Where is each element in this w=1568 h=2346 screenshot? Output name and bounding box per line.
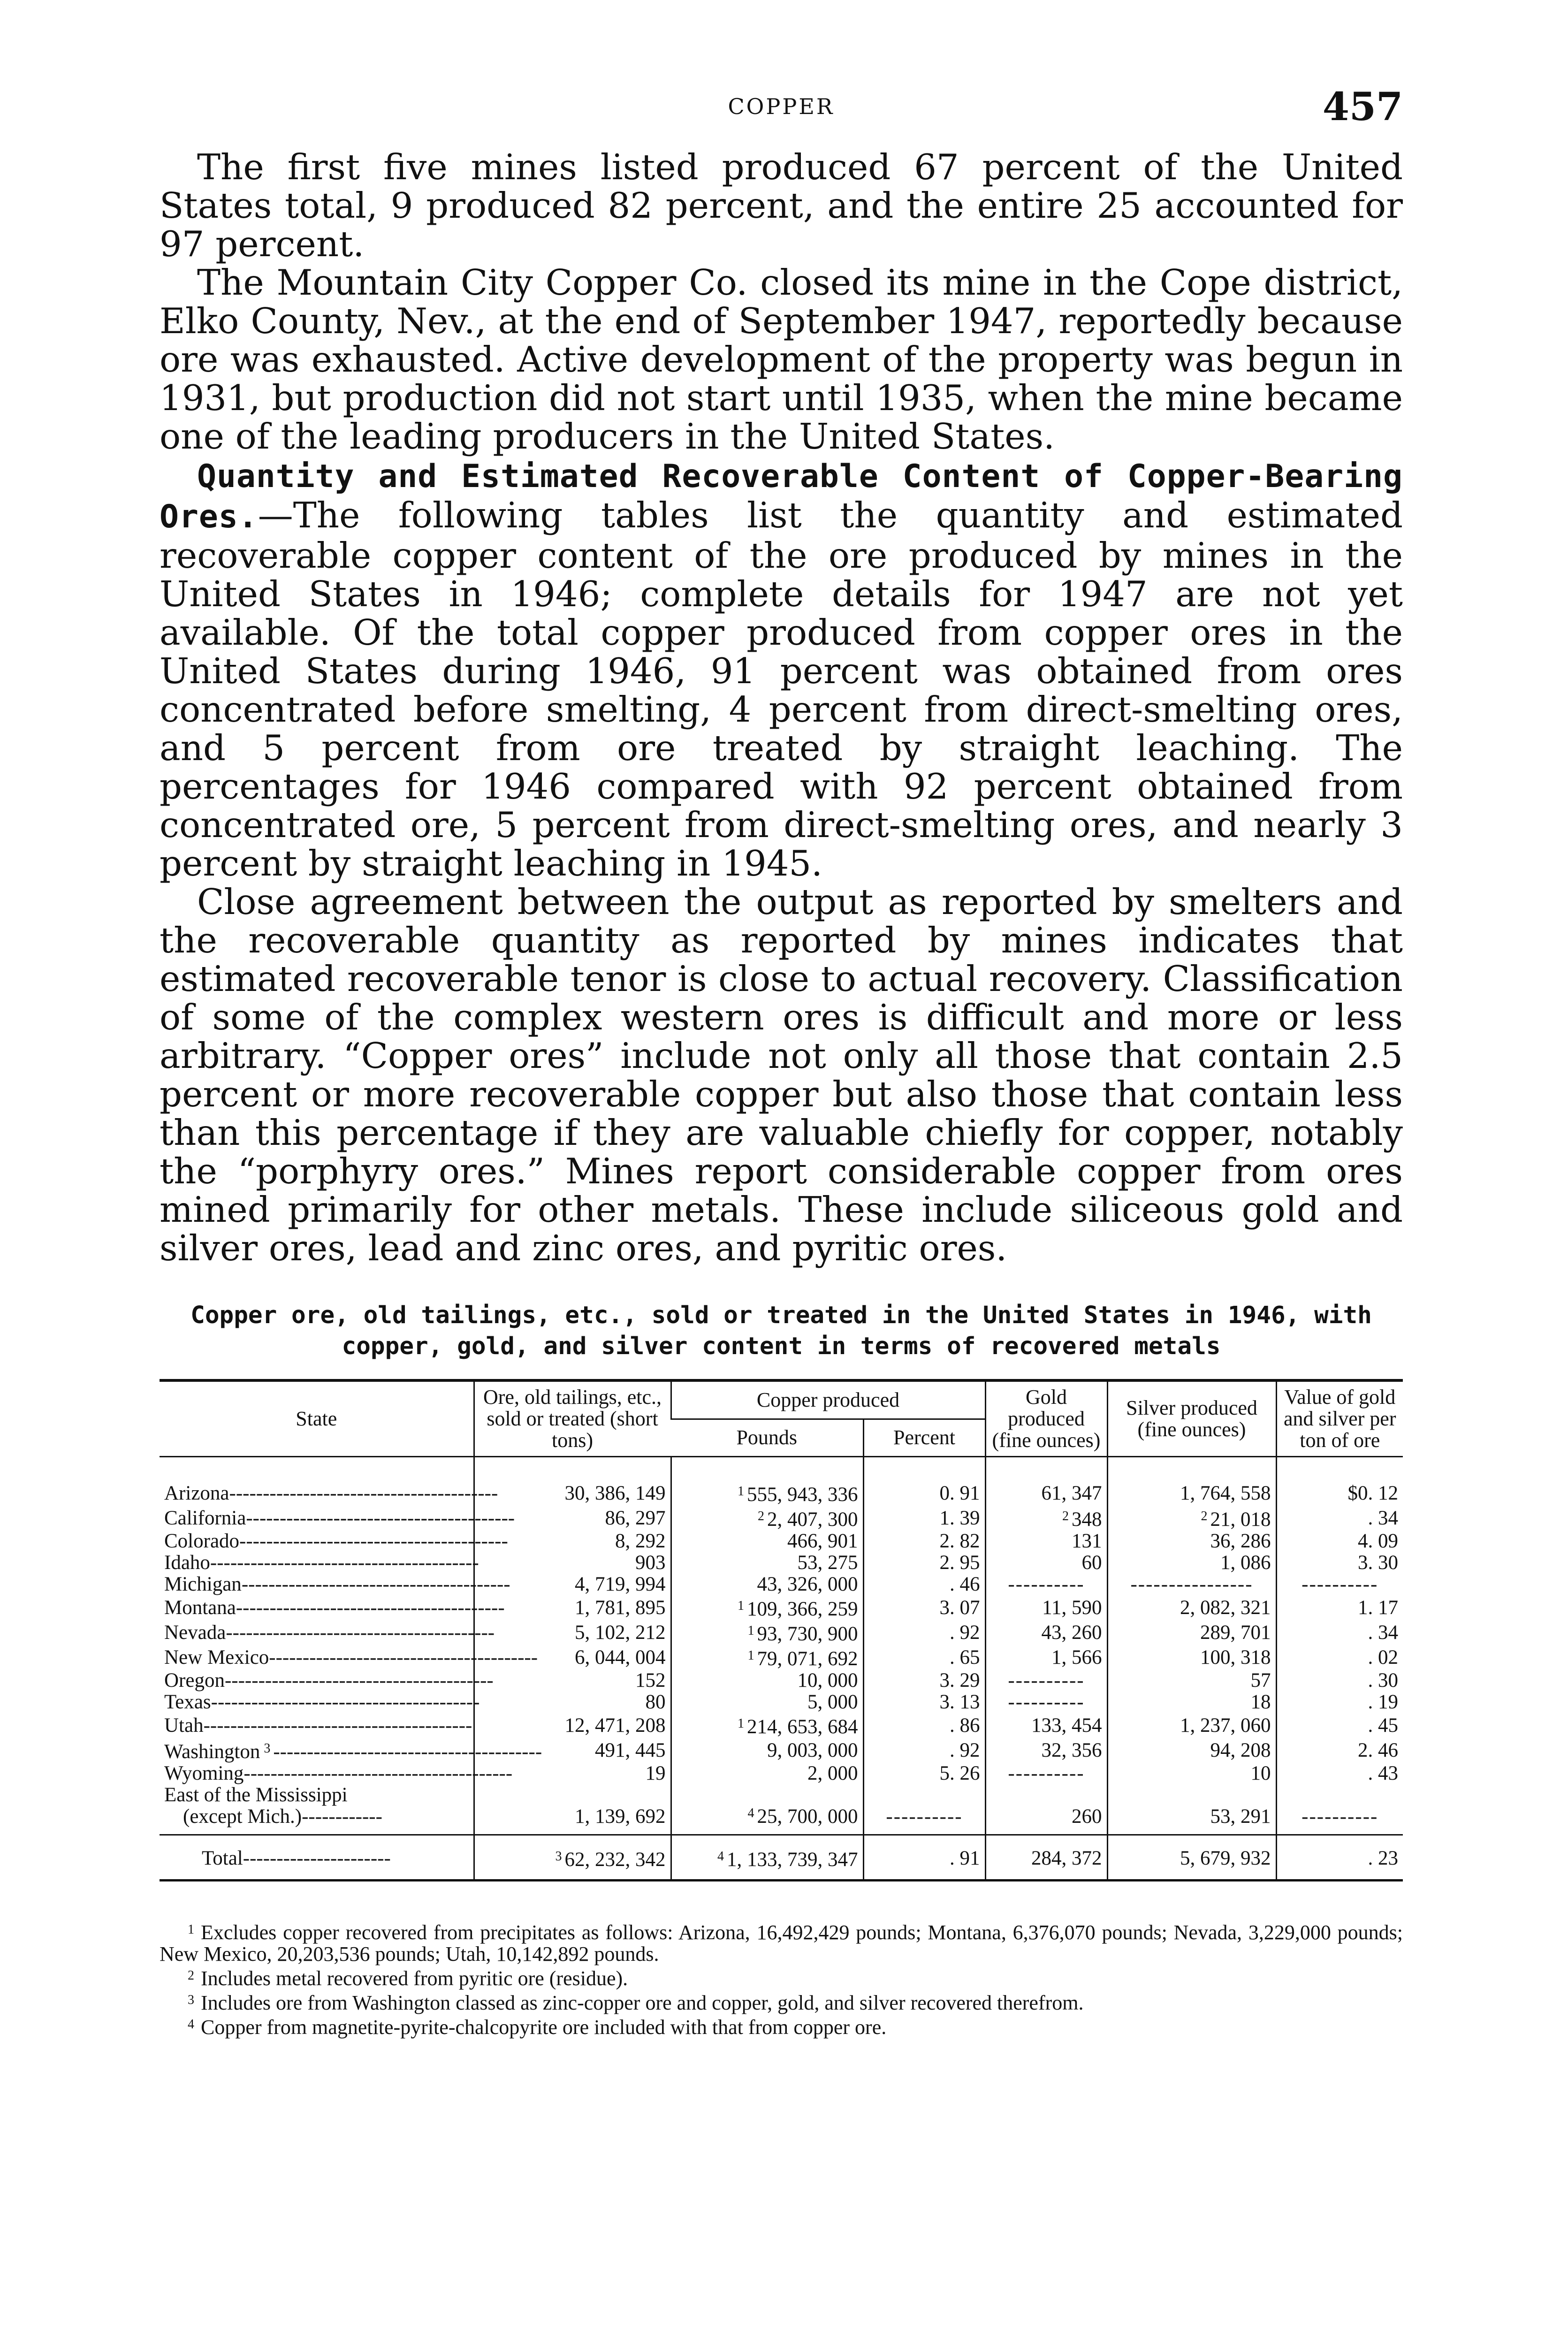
cell-value xyxy=(1276,1574,1403,1595)
cell-pounds-value: 1, 133, 739, 347 xyxy=(727,1849,858,1871)
cell-silver-value: 94, 208 xyxy=(1210,1739,1271,1761)
cell-pounds xyxy=(671,1763,863,1784)
cell-state xyxy=(160,1713,474,1738)
cell-value xyxy=(1276,1531,1403,1552)
leader-dots: ---------------------------------------- xyxy=(246,1507,515,1529)
cell-ore-value: 491, 445 xyxy=(595,1739,666,1761)
cell-pounds-value: 10, 000 xyxy=(797,1669,858,1691)
footnote-marker: 1 xyxy=(738,1716,744,1731)
cell-ore-value: 19 xyxy=(645,1762,666,1784)
cell-gold-value: 1, 566 xyxy=(1051,1646,1102,1668)
cell-state xyxy=(160,1691,480,1713)
footnote-text: Includes ore from Washington classed as zinc-copper ore and copper, gold, and silver recovered therefrom. xyxy=(201,1991,1084,2014)
footnotes xyxy=(160,1919,1403,2038)
cell-pounds-value: 79, 071, 692 xyxy=(757,1648,858,1670)
cell-gold-value: 284, 372 xyxy=(1031,1847,1102,1869)
leader-dots: ---------------------------------------- xyxy=(224,1670,494,1691)
empty-dash: ---------- xyxy=(1008,1669,1085,1691)
table-row xyxy=(160,1595,1403,1620)
cell-gold xyxy=(985,1763,1107,1784)
cell-state xyxy=(160,1669,494,1691)
cell-value xyxy=(1276,1620,1403,1645)
state-name: Wyoming xyxy=(164,1762,244,1784)
empty-dash: ---------- xyxy=(1008,1573,1085,1595)
footnote-marker: 1 xyxy=(738,1599,744,1613)
empty-dash: ---------- xyxy=(1302,1573,1378,1595)
table-row xyxy=(160,1645,1403,1670)
cell-silver-value: 289, 701 xyxy=(1200,1621,1271,1644)
header-state: State xyxy=(160,1380,474,1457)
cell-ore-value: 62, 232, 342 xyxy=(564,1849,666,1871)
cell-state xyxy=(160,1835,474,1881)
cell-value-value: . 43 xyxy=(1368,1762,1398,1784)
cell-percent-value: . 86 xyxy=(950,1714,980,1737)
cell-pounds xyxy=(671,1784,863,1828)
cell-gold-value: 11, 590 xyxy=(1042,1596,1102,1619)
footnote-marker: 4 xyxy=(717,1849,724,1864)
empty-dash: ---------- xyxy=(886,1805,963,1828)
cell-gold xyxy=(985,1620,1107,1645)
cell-percent xyxy=(863,1552,985,1574)
leader-dots: ------------ xyxy=(302,1806,382,1828)
cell-state xyxy=(160,1738,542,1763)
cell-state xyxy=(160,1595,505,1620)
leader-dots: ---------------------------------------- xyxy=(239,1531,508,1552)
state-name-line1: East of the Mississippi xyxy=(164,1784,348,1806)
total-label: Total xyxy=(202,1847,243,1869)
cell-ore-value: 4, 719, 994 xyxy=(575,1573,666,1595)
cell-percent-value: . 46 xyxy=(950,1573,980,1595)
leader-dots: ---------------------------------------- xyxy=(229,1482,498,1504)
cell-ore-value: 30, 386, 149 xyxy=(564,1482,666,1504)
footnote-marker: 2 xyxy=(1062,1509,1069,1523)
cell-gold-value: 260 xyxy=(1072,1805,1102,1828)
leader-dots: ---------------------------------------- xyxy=(211,1691,480,1713)
empty-dash: ---------- xyxy=(1008,1691,1085,1713)
cell-state xyxy=(160,1481,498,1506)
cell-percent-value: . 65 xyxy=(950,1646,980,1668)
cell-pounds xyxy=(671,1645,863,1670)
header-silver: Silver produced (fine ounces) xyxy=(1107,1380,1276,1457)
cell-percent xyxy=(863,1620,985,1645)
cell-percent-value: 0. 91 xyxy=(939,1482,980,1504)
cell-value-value: . 02 xyxy=(1368,1646,1398,1668)
cell-gold xyxy=(985,1531,1107,1552)
cell-percent xyxy=(863,1574,985,1595)
page-number: 457 xyxy=(1322,84,1403,129)
cell-value-value: . 19 xyxy=(1368,1691,1398,1713)
cell-silver xyxy=(1107,1763,1276,1784)
cell-silver xyxy=(1107,1481,1276,1506)
cell-percent xyxy=(863,1835,985,1881)
cell-ore-value: 6, 044, 004 xyxy=(575,1646,666,1668)
cell-pounds xyxy=(671,1738,863,1763)
footnote-marker: 2 xyxy=(188,1968,194,1983)
cell-ore-value: 12, 471, 208 xyxy=(564,1714,666,1737)
cell-percent-value: . 92 xyxy=(950,1621,980,1644)
footnote-marker: 2 xyxy=(758,1509,764,1523)
cell-silver-value: 21, 018 xyxy=(1210,1508,1271,1531)
cell-gold xyxy=(985,1784,1107,1828)
cell-value xyxy=(1276,1691,1403,1713)
cell-ore-value: 8, 292 xyxy=(615,1530,666,1552)
footnote-marker: 4 xyxy=(747,1806,754,1820)
cell-ore xyxy=(474,1670,671,1691)
cell-ore xyxy=(474,1784,671,1828)
cell-state xyxy=(160,1573,510,1595)
cell-gold xyxy=(985,1738,1107,1763)
header-value: Value of gold and silver per ton of ore xyxy=(1276,1380,1403,1457)
page xyxy=(160,84,1403,2038)
cell-pounds xyxy=(671,1595,863,1620)
leader-dots: ---------------------- xyxy=(243,1847,391,1869)
cell-silver xyxy=(1107,1574,1276,1595)
leader-dots: ---------------------------------------- xyxy=(269,1646,538,1668)
state-name: Washington xyxy=(164,1741,260,1763)
cell-gold xyxy=(985,1595,1107,1620)
cell-percent xyxy=(863,1645,985,1670)
cell-state xyxy=(160,1645,538,1670)
footnote-marker: 1 xyxy=(188,1922,194,1937)
cell-pounds xyxy=(671,1620,863,1645)
cell-value-value: $0. 12 xyxy=(1347,1482,1398,1504)
section-heading: Quantity and Estimated Recoverable Content of Copper-Bearing Ores. xyxy=(160,458,1403,535)
state-name: Montana xyxy=(164,1596,236,1619)
cell-value-value: . 30 xyxy=(1368,1669,1398,1691)
cell-pounds xyxy=(671,1552,863,1574)
table-body xyxy=(160,1457,1403,1881)
cell-pounds-value: 43, 326, 000 xyxy=(757,1573,858,1595)
cell-ore-value: 1, 139, 692 xyxy=(575,1805,666,1828)
cell-value xyxy=(1276,1481,1403,1506)
cell-value-value: . 34 xyxy=(1368,1507,1398,1529)
cell-gold xyxy=(985,1645,1107,1670)
cell-pounds-value: 9, 003, 000 xyxy=(767,1739,858,1761)
cell-pounds xyxy=(671,1670,863,1691)
footnote-marker: 3 xyxy=(264,1741,271,1756)
cell-silver-value: 53, 291 xyxy=(1210,1805,1271,1828)
state-name: Michigan xyxy=(164,1573,242,1595)
cell-state xyxy=(160,1530,508,1552)
footnote-marker: 4 xyxy=(188,2017,194,2032)
footnote-text: Excludes copper recovered from precipitates as follows: Arizona, 16,492,429 pounds; Montana, 6,376,070 pounds; Nevada, 3,229,000 pounds; New Mexico, 20,203,536 pounds; Utah, 10,142,892 pounds. xyxy=(160,1921,1403,1965)
cell-value-value: . 34 xyxy=(1368,1621,1398,1644)
table-row-east xyxy=(160,1784,1403,1828)
empty-dash: ---------------- xyxy=(1130,1573,1253,1595)
page-header xyxy=(160,84,1403,141)
cell-percent xyxy=(863,1763,985,1784)
table-row xyxy=(160,1670,1403,1691)
cell-value-value: 4. 09 xyxy=(1358,1530,1398,1552)
cell-pounds xyxy=(671,1506,863,1531)
cell-silver xyxy=(1107,1738,1276,1763)
cell-silver xyxy=(1107,1784,1276,1828)
cell-value-value: . 23 xyxy=(1368,1847,1398,1869)
cell-value-value: . 45 xyxy=(1368,1714,1398,1737)
cell-value xyxy=(1276,1595,1403,1620)
cell-percent xyxy=(863,1506,985,1531)
cell-percent-value: 3. 07 xyxy=(939,1596,980,1619)
cell-silver xyxy=(1107,1506,1276,1531)
cell-gold xyxy=(985,1552,1107,1574)
cell-silver-value: 5, 679, 932 xyxy=(1180,1847,1271,1869)
empty-dash: ---------- xyxy=(1302,1805,1378,1828)
cell-percent-value: . 91 xyxy=(950,1847,980,1869)
state-name: Nevada xyxy=(164,1621,226,1644)
cell-silver-value: 1, 237, 060 xyxy=(1180,1714,1271,1737)
cell-percent xyxy=(863,1481,985,1506)
state-name: Utah xyxy=(164,1714,204,1737)
footnote xyxy=(160,2014,1403,2038)
cell-ore xyxy=(474,1691,671,1713)
cell-silver xyxy=(1107,1645,1276,1670)
table-row xyxy=(160,1738,1403,1763)
cell-silver xyxy=(1107,1691,1276,1713)
leader-dots: ---------------------------------------- xyxy=(203,1714,472,1737)
cell-value-value: 2. 46 xyxy=(1358,1739,1398,1761)
cell-gold-value: 43, 260 xyxy=(1041,1621,1102,1644)
cell-ore-value: 86, 297 xyxy=(605,1507,666,1529)
table-caption: Copper ore, old tailings, etc., sold or treated in the United States in 1946, with copper, gold, and silver content in terms of recovered metals xyxy=(190,1302,1372,1360)
cell-silver xyxy=(1107,1835,1276,1881)
paragraph-close-agreement: Close agreement between the output as reported by smelters and the recoverable quantity as reported by mines indicates that estimated recoverable tenor is close to actual recovery. Classification of some of the complex western ores is difficult and more or less arbitrary. “Copper ores” include not only all those that contain 2.5 percent or more recoverable copper but also those that contain less than this percentage if they are valuable chiefly for copper, notably the “porphyry ores.” Mines report considerable copper from ores mined primarily for other metals. These include siliceous gold and silver ores, lead and zinc ores, and pyritic ores. xyxy=(160,881,1403,1269)
cell-percent xyxy=(863,1595,985,1620)
table-row xyxy=(160,1713,1403,1738)
footnote-text: Copper from magnetite-pyrite-chalcopyrite ore included with that from copper ore. xyxy=(201,2016,887,2039)
cell-silver-value: 100, 318 xyxy=(1200,1646,1271,1668)
cell-pounds-value: 555, 943, 336 xyxy=(747,1484,858,1506)
cell-pounds xyxy=(671,1531,863,1552)
header-gold: Gold produced (fine ounces) xyxy=(985,1380,1107,1457)
cell-pounds-value: 25, 700, 000 xyxy=(757,1805,858,1828)
state-name: Oregon xyxy=(164,1669,225,1691)
cell-silver xyxy=(1107,1670,1276,1691)
empty-dash: ---------- xyxy=(1008,1762,1085,1784)
cell-state xyxy=(160,1620,495,1645)
state-name: Colorado xyxy=(164,1530,240,1552)
cell-percent xyxy=(863,1738,985,1763)
cell-ore-value: 80 xyxy=(645,1691,666,1713)
cell-silver-value: 10 xyxy=(1250,1762,1271,1784)
copper-ore-table xyxy=(160,1379,1403,1881)
cell-state xyxy=(160,1506,515,1531)
table-row xyxy=(160,1691,1403,1713)
state-name-line2-wrap xyxy=(164,1806,469,1828)
cell-pounds-value: 466, 901 xyxy=(787,1530,858,1552)
state-name: Idaho xyxy=(164,1552,210,1574)
header-pounds: Pounds xyxy=(671,1419,863,1456)
cell-percent-value: 3. 29 xyxy=(939,1669,980,1691)
cell-pounds-value: 5, 000 xyxy=(807,1691,858,1713)
cell-percent xyxy=(863,1713,985,1738)
cell-gold xyxy=(985,1713,1107,1738)
cell-pounds xyxy=(671,1713,863,1738)
cell-ore-value: 5, 102, 212 xyxy=(575,1621,666,1644)
cell-percent-value: 2. 82 xyxy=(939,1530,980,1552)
footnote-marker: 1 xyxy=(747,1623,754,1638)
cell-value xyxy=(1276,1713,1403,1738)
cell-value xyxy=(1276,1784,1403,1828)
cell-silver-value: 57 xyxy=(1250,1669,1271,1691)
cell-value xyxy=(1276,1552,1403,1574)
cell-gold xyxy=(985,1835,1107,1881)
table-row-total xyxy=(160,1835,1403,1881)
footnote xyxy=(160,1965,1403,1989)
cell-silver xyxy=(1107,1620,1276,1645)
leader-dots: ---------------------------------------- xyxy=(241,1574,510,1595)
cell-silver-value: 1, 764, 558 xyxy=(1180,1482,1271,1504)
cell-gold xyxy=(985,1574,1107,1595)
footnote-marker: 1 xyxy=(747,1648,754,1663)
leader-dots: ---------------------------------------- xyxy=(226,1622,495,1644)
cell-percent xyxy=(863,1784,985,1828)
cell-gold xyxy=(985,1506,1107,1531)
cell-gold xyxy=(985,1481,1107,1506)
cell-silver xyxy=(1107,1713,1276,1738)
cell-value xyxy=(1276,1506,1403,1531)
cell-silver-value: 18 xyxy=(1250,1691,1271,1713)
cell-percent-value: 3. 13 xyxy=(939,1691,980,1713)
footnote-marker: 3 xyxy=(188,1993,194,2007)
table-row xyxy=(160,1506,1403,1531)
leader-dots: ---------------------------------------- xyxy=(244,1763,513,1784)
table-row xyxy=(160,1481,1403,1506)
cell-ore xyxy=(474,1713,671,1738)
cell-pounds-value: 93, 730, 900 xyxy=(757,1623,858,1645)
table-row xyxy=(160,1531,1403,1552)
header-percent: Percent xyxy=(863,1419,985,1456)
paragraph-mountain-city: The Mountain City Copper Co. closed its mine in the Cope district, Elko County, Nev., at the end of September 1947, reportedly because ore was exhausted. Active development of the property was begun in 1931, but production did not start until 1935, when the mine became one of the leading producers in the United States. xyxy=(160,262,1403,457)
header-ore: Ore, old tailings, etc., sold or treated (short tons) xyxy=(474,1380,671,1457)
cell-gold-value: 348 xyxy=(1072,1508,1102,1531)
cell-pounds-value: 2, 407, 300 xyxy=(767,1508,858,1531)
cell-gold xyxy=(985,1670,1107,1691)
table-row xyxy=(160,1620,1403,1645)
state-name: Texas xyxy=(164,1691,211,1713)
cell-ore-value: 152 xyxy=(635,1669,666,1691)
cell-percent xyxy=(863,1691,985,1713)
cell-silver xyxy=(1107,1531,1276,1552)
cell-state xyxy=(160,1762,513,1784)
state-name: Arizona xyxy=(164,1482,229,1504)
header-copper-produced: Copper produced xyxy=(671,1380,985,1419)
section-text: —The following tables list the quantity and estimated recoverable copper content of the ore produced by mines in the United States in 1946; complete details for 1947 are not yet available. Of the total copper produced from copper ores in the United States during 1946, 91 percent was obtained from ores concentrated before smelting, 4 percent from direct-smelting ores, and 5 percent from ore treated by straight leaching. The percentages for 1946 compared with 92 percent obtained from concentrated ore, 5 percent from direct-smelting ores, and nearly 3 percent by straight leaching in 1945. xyxy=(160,495,1403,884)
cell-pounds xyxy=(671,1691,863,1713)
table-row xyxy=(160,1574,1403,1595)
cell-pounds-value: 2, 000 xyxy=(807,1762,858,1784)
cell-silver-value: 2, 082, 321 xyxy=(1180,1596,1271,1619)
cell-value-value: 3. 30 xyxy=(1358,1552,1398,1574)
cell-ore xyxy=(474,1481,671,1506)
table-row xyxy=(160,1552,1403,1574)
cell-value xyxy=(1276,1763,1403,1784)
cell-value-value: 1. 17 xyxy=(1358,1596,1398,1619)
cell-percent-value: 2. 95 xyxy=(939,1552,980,1574)
cell-ore-value: 903 xyxy=(635,1552,666,1574)
cell-ore-value: 1, 781, 895 xyxy=(575,1596,666,1619)
state-name: New Mexico xyxy=(164,1646,269,1668)
cell-state xyxy=(160,1552,479,1574)
cell-gold-value: 32, 356 xyxy=(1041,1739,1102,1761)
cell-pounds xyxy=(671,1481,863,1506)
cell-pounds-value: 214, 653, 684 xyxy=(747,1716,858,1738)
cell-gold-value: 131 xyxy=(1072,1530,1102,1552)
cell-gold-value: 60 xyxy=(1081,1552,1102,1574)
cell-silver xyxy=(1107,1552,1276,1574)
leader-dots: ---------------------------------------- xyxy=(210,1552,479,1574)
footnote xyxy=(160,1919,1403,1965)
footnote-text: Includes metal recovered from pyritic ore (residue). xyxy=(201,1967,628,1990)
cell-value xyxy=(1276,1645,1403,1670)
cell-percent-value: . 92 xyxy=(950,1739,980,1761)
cell-gold-value: 133, 454 xyxy=(1031,1714,1102,1737)
cell-pounds xyxy=(671,1574,863,1595)
state-name-line2: (except Mich.) xyxy=(183,1805,302,1828)
footnote-marker: 3 xyxy=(555,1849,562,1864)
leader-dots: ---------------------------------------- xyxy=(273,1741,542,1763)
paragraph-first: The first five mines listed produced 67 percent of the United States total, 9 produced 82 percent, and the entire 25 accounted for 97 percent. xyxy=(160,146,1403,265)
cell-value xyxy=(1276,1835,1403,1881)
cell-percent-value: 1. 39 xyxy=(939,1507,980,1529)
cell-pounds-value: 53, 275 xyxy=(797,1552,858,1574)
cell-percent xyxy=(863,1531,985,1552)
paragraph-quantity xyxy=(160,456,1403,883)
cell-ore xyxy=(474,1620,671,1645)
cell-gold-value: 61, 347 xyxy=(1041,1482,1102,1504)
cell-silver-value: 36, 286 xyxy=(1210,1530,1271,1552)
footnote-marker: 1 xyxy=(738,1484,744,1499)
cell-percent xyxy=(863,1670,985,1691)
cell-gold xyxy=(985,1691,1107,1713)
state-name: California xyxy=(164,1507,246,1529)
cell-pounds-value: 109, 366, 259 xyxy=(747,1598,858,1620)
leader-dots: ---------------------------------------- xyxy=(236,1597,505,1619)
cell-silver xyxy=(1107,1595,1276,1620)
cell-ore xyxy=(474,1552,671,1574)
running-title: COPPER xyxy=(728,94,835,119)
cell-value xyxy=(1276,1738,1403,1763)
cell-percent-value: 5. 26 xyxy=(939,1762,980,1784)
table-row xyxy=(160,1763,1403,1784)
footnote-marker: 2 xyxy=(1201,1509,1208,1523)
cell-state xyxy=(160,1784,474,1828)
cell-pounds xyxy=(671,1835,863,1881)
cell-silver-value: 1, 086 xyxy=(1220,1552,1271,1574)
footnote xyxy=(160,1989,1403,2014)
cell-value xyxy=(1276,1670,1403,1691)
cell-ore xyxy=(474,1835,671,1881)
